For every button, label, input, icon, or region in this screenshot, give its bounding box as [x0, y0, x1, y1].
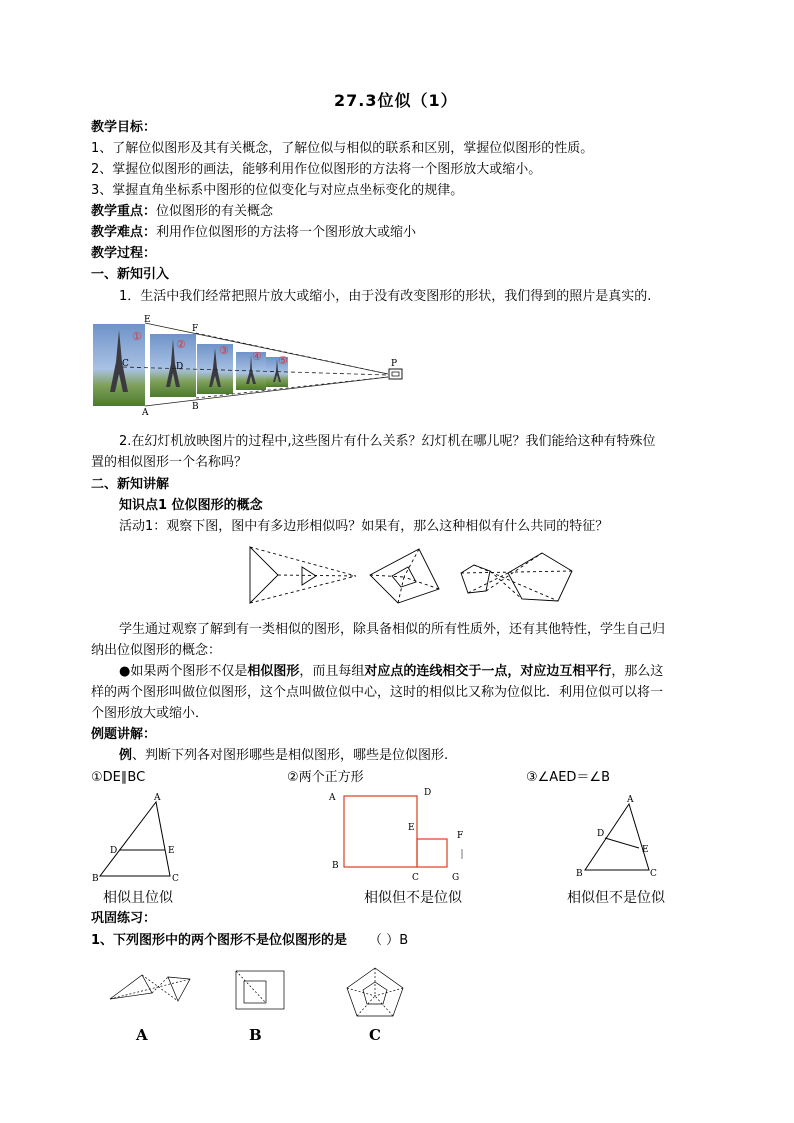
label-D: D	[176, 362, 184, 372]
definition-pre: ●如果两个图形不仅是	[119, 664, 248, 679]
example-fig-2	[326, 784, 472, 884]
fig3-label-B: B	[576, 869, 583, 879]
activity-figures	[246, 543, 580, 611]
activity-fig-triangles	[250, 547, 356, 603]
example-statement	[119, 746, 448, 766]
difficulty	[91, 223, 416, 243]
definition-bold-2: 对应点的连线相交于一点，对应边互相平行	[364, 664, 612, 679]
section2-heading: 二、新知讲解	[91, 477, 170, 492]
option-B-figure	[222, 963, 302, 1021]
photo-number-5: ⑤	[278, 354, 288, 367]
photo-2	[150, 334, 196, 397]
difficulty-text: 利用作位似图形的方法将一个图形放大或缩小	[156, 225, 417, 240]
practice-heading: 巩固练习：	[91, 911, 157, 926]
photo-number-3: ③	[219, 344, 229, 357]
section1-p2-line1: 2.在幻灯机放映图片的过程中,这些图片有什么关系？幻灯机在哪儿呢？我们能给这种有特殊位	[119, 434, 656, 449]
fig3-label-C: C	[650, 869, 657, 879]
section1-heading: 一、新知引入	[91, 267, 170, 282]
fig2-label-D: D	[424, 788, 432, 798]
caption-2: 相似但不是位似	[364, 890, 462, 906]
process-heading: 教学过程：	[91, 246, 157, 261]
label-C: C	[122, 359, 129, 369]
option-A-label: A	[136, 1026, 148, 1044]
definition-line1	[119, 662, 663, 682]
fig2-label-A: A	[329, 793, 336, 803]
fig3-label-E: E	[642, 845, 649, 855]
section1-p1: 1．生活中我们经常把照片放大或缩小，由于没有改变图形的形状，我们得到的照片是真实的.	[119, 289, 652, 304]
fig3-label-A: A	[627, 795, 634, 805]
example-item-2: ②两个正方形	[287, 770, 364, 785]
fig2-label-G: G	[452, 873, 460, 883]
observation-line1: 学生通过观察了解到有一类相似的图形，除具备相似的所有性质外，还有其他特性，学生自己归	[119, 622, 666, 637]
example-item-3: ③∠AED＝∠B	[526, 770, 610, 785]
projector-icon	[389, 369, 402, 379]
caption-3: 相似但不是位似	[567, 890, 665, 906]
fig1-label-A: A	[154, 793, 161, 803]
example-text: 、判断下列各对图形哪些是相似图形，哪些是位似图形.	[132, 748, 449, 763]
option-B-label: B	[249, 1026, 262, 1044]
projection-photo-figure	[88, 312, 418, 417]
example-fig-1	[88, 790, 188, 882]
key-point-label: 教学重点：	[91, 204, 157, 219]
large-square	[344, 796, 417, 867]
fig2-label-F: F	[457, 831, 464, 841]
fig1-label-E: E	[168, 846, 175, 856]
key-point-text: 位似图形的有关概念	[156, 204, 274, 219]
difficulty-label: 教学难点：	[91, 225, 157, 240]
definition-mid: ，而且每组	[299, 664, 365, 679]
page-title: 27.3位似（1）	[334, 91, 458, 110]
section1-p2-line2: 置的相似图形一个名称吗？	[91, 455, 248, 470]
fig2-label-E: E	[408, 823, 415, 833]
question-text: 1、下列图形中的两个图形不是位似图形的是	[91, 933, 348, 948]
label-F: F	[192, 324, 199, 334]
key-point	[91, 202, 273, 222]
goal-item-1: 1、了解位似图形及其有关概念，了解位似与相似的联系和区别，掌握位似图形的性质。	[91, 141, 594, 156]
label-B: B	[192, 402, 199, 412]
goals-heading: 教学目标：	[91, 120, 157, 135]
option-C-figure	[337, 962, 417, 1024]
caption-1: 相似且位似	[103, 890, 173, 906]
activity-text: 活动1：观察下图，图中有多边形相似吗？如果有，那么这种相似有什么共同的特征？	[119, 519, 609, 534]
label-A: A	[142, 408, 149, 417]
definition-bold-1: 相似图形	[247, 664, 300, 679]
definition-post: ，那么这	[611, 664, 664, 679]
answer-blank: （ ）	[369, 933, 400, 948]
knowledge-point: 知识点1 位似图形的概念	[119, 498, 263, 513]
fig1-label-C: C	[172, 874, 179, 882]
option-C-label: C	[369, 1026, 381, 1044]
fig2-label-B: B	[332, 861, 339, 871]
label-P: P	[391, 359, 398, 369]
definition-line3: 个图形放大或缩小．	[91, 706, 209, 721]
activity-fig-pentagons	[461, 553, 572, 601]
fig2-label-C: C	[412, 873, 419, 883]
answer-value: B	[399, 933, 409, 948]
photo-number-2: ②	[176, 338, 186, 351]
fig1-label-B: B	[92, 874, 99, 882]
small-square	[417, 839, 447, 867]
activity-fig-quads	[370, 549, 439, 603]
label-E: E	[144, 315, 151, 325]
example-item-1: ①DE∥BC	[91, 770, 146, 785]
example-fig-3	[573, 792, 663, 880]
goal-item-3: 3、掌握直角坐标系中图形的位似变化与对应点坐标变化的规律。	[91, 183, 464, 198]
goal-item-2: 2、掌握位似图形的画法，能够利用作位似图形的方法将一个图形放大或缩小。	[91, 162, 542, 177]
fig1-label-D: D	[110, 846, 118, 856]
observation-line2: 纳出位似图形的概念：	[91, 643, 222, 658]
practice-question-1	[91, 931, 408, 951]
fig3-label-D: D	[597, 829, 605, 839]
photo-number-4: ④	[252, 350, 262, 363]
examples-heading: 例题讲解：	[91, 727, 157, 742]
definition-line2: 样的两个图形叫做位似图形，这个点叫做位似中心，这时的相似比又称为位似比．利用位似可以将一	[91, 685, 664, 700]
example-label: 例	[119, 748, 133, 763]
option-A-figure	[98, 963, 208, 1021]
photo-number-1: ①	[132, 330, 142, 343]
